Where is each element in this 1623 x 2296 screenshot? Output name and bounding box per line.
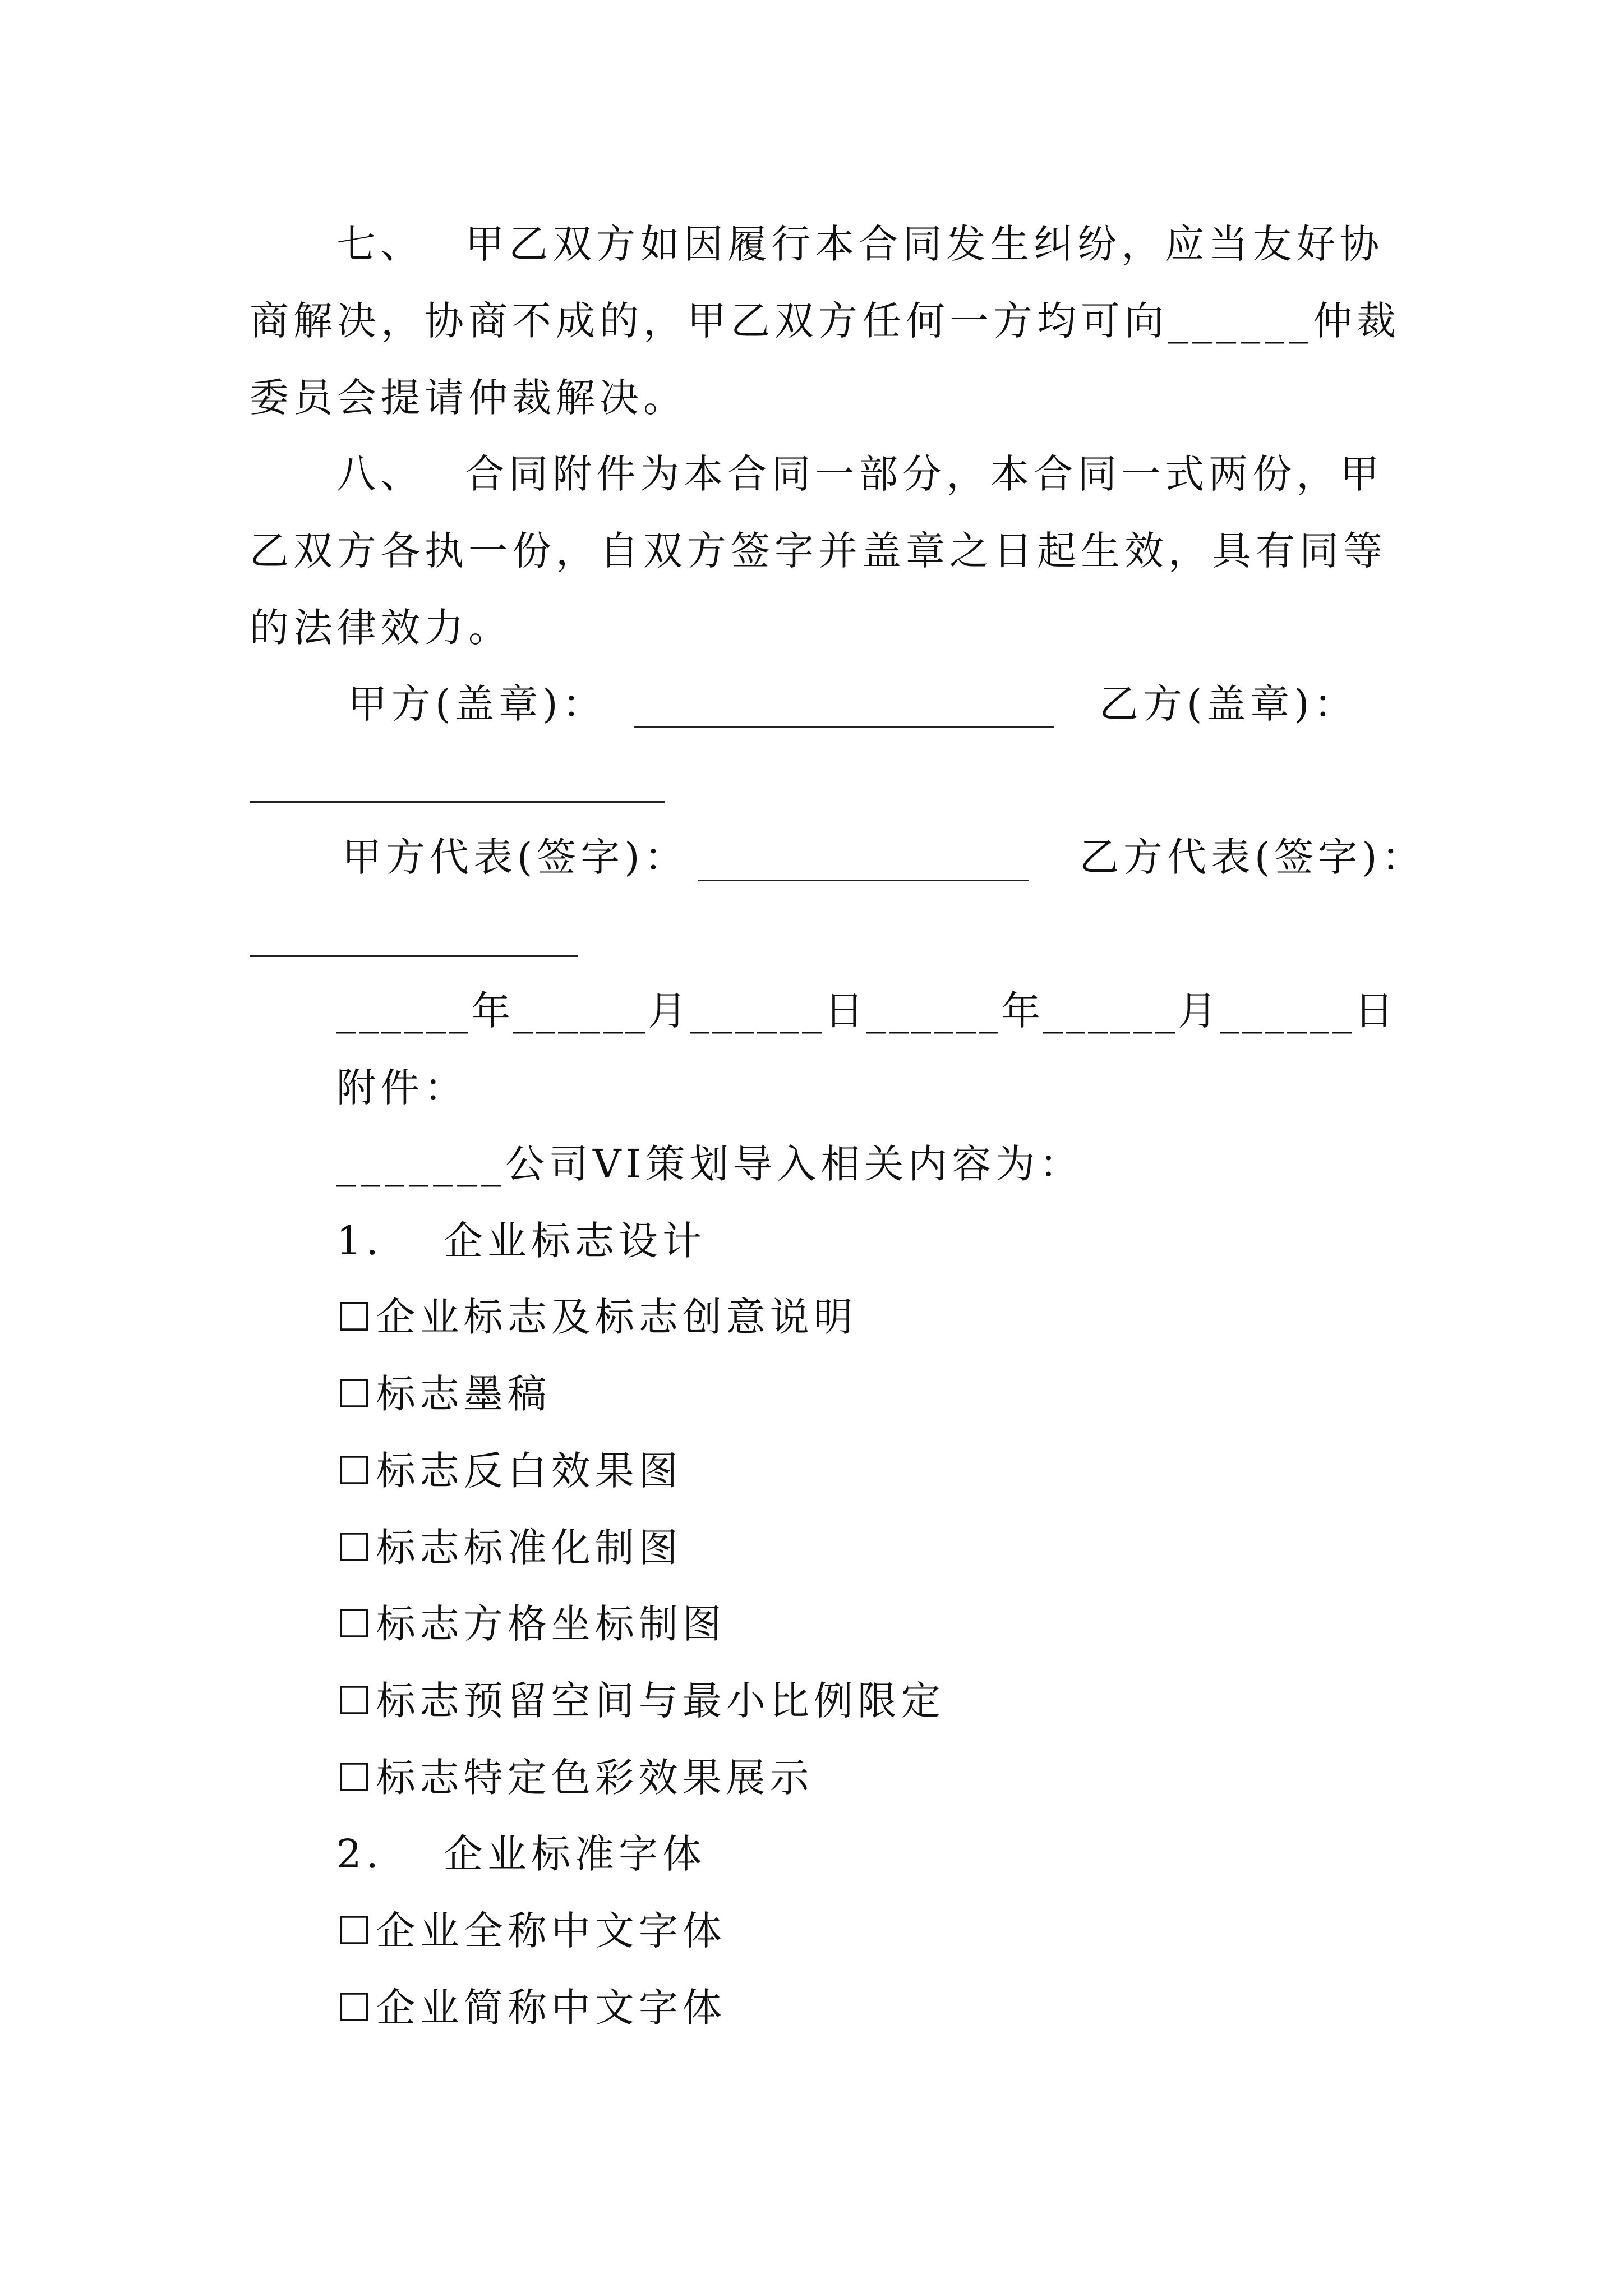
party-b-rep-line	[250, 955, 578, 957]
attachment-heading: 附件：	[336, 1065, 468, 1111]
attachment-item: ☐企业全称中文字体	[336, 1908, 726, 1954]
attachment-item: ☐企业简称中文字体	[336, 1985, 726, 2031]
clause-7-line-1: 七、 甲乙双方如因履行本合同发生纠纷，应当友好协	[336, 221, 1384, 267]
attachment-item: ☐标志反白效果图	[336, 1448, 683, 1494]
party-b-seal-label: 乙方(盖章)：	[1099, 681, 1358, 727]
clause-8-line-3: 的法律效力。	[250, 605, 512, 651]
clause-7-line-2: 商解决，协商不成的，甲乙双方任何一方均可向______仲裁	[250, 298, 1400, 344]
attachment-item: ☐标志预留空间与最小比例限定	[336, 1678, 945, 1724]
attachment-intro: _______公司VI策划导入相关内容为：	[336, 1141, 1083, 1187]
attachment-item: ☐标志特定色彩效果展示	[336, 1755, 814, 1801]
attachment-item: ☐标志方格坐标制图	[336, 1601, 726, 1647]
attachment-item: ☐标志标准化制图	[336, 1525, 683, 1571]
party-a-rep-line	[698, 880, 1029, 881]
party-a-rep-label: 甲方代表(签字)：	[342, 834, 688, 880]
attachment-item: 1. 企业标志设计	[336, 1218, 707, 1264]
party-a-seal-label: 甲方(盖章)：	[348, 681, 606, 727]
party-a-seal-line	[634, 726, 1054, 728]
date-line: ______年______月______日______年______月______日	[336, 988, 1396, 1034]
party-b-rep-label: 乙方代表(签字)：	[1080, 834, 1426, 880]
party-b-seal-line	[250, 801, 665, 803]
attachment-item: ☐标志墨稿	[336, 1371, 551, 1417]
attachment-item: 2. 企业标准字体	[336, 1831, 707, 1877]
clause-8-line-1: 八、 合同附件为本合同一部分，本合同一式两份，甲	[336, 451, 1384, 497]
clause-7-line-3: 委员会提请仲裁解决。	[250, 375, 687, 421]
clause-8-line-2: 乙双方各执一份，自双方签字并盖章之日起生效，具有同等	[250, 528, 1387, 574]
attachment-item: ☐企业标志及标志创意说明	[336, 1294, 857, 1340]
